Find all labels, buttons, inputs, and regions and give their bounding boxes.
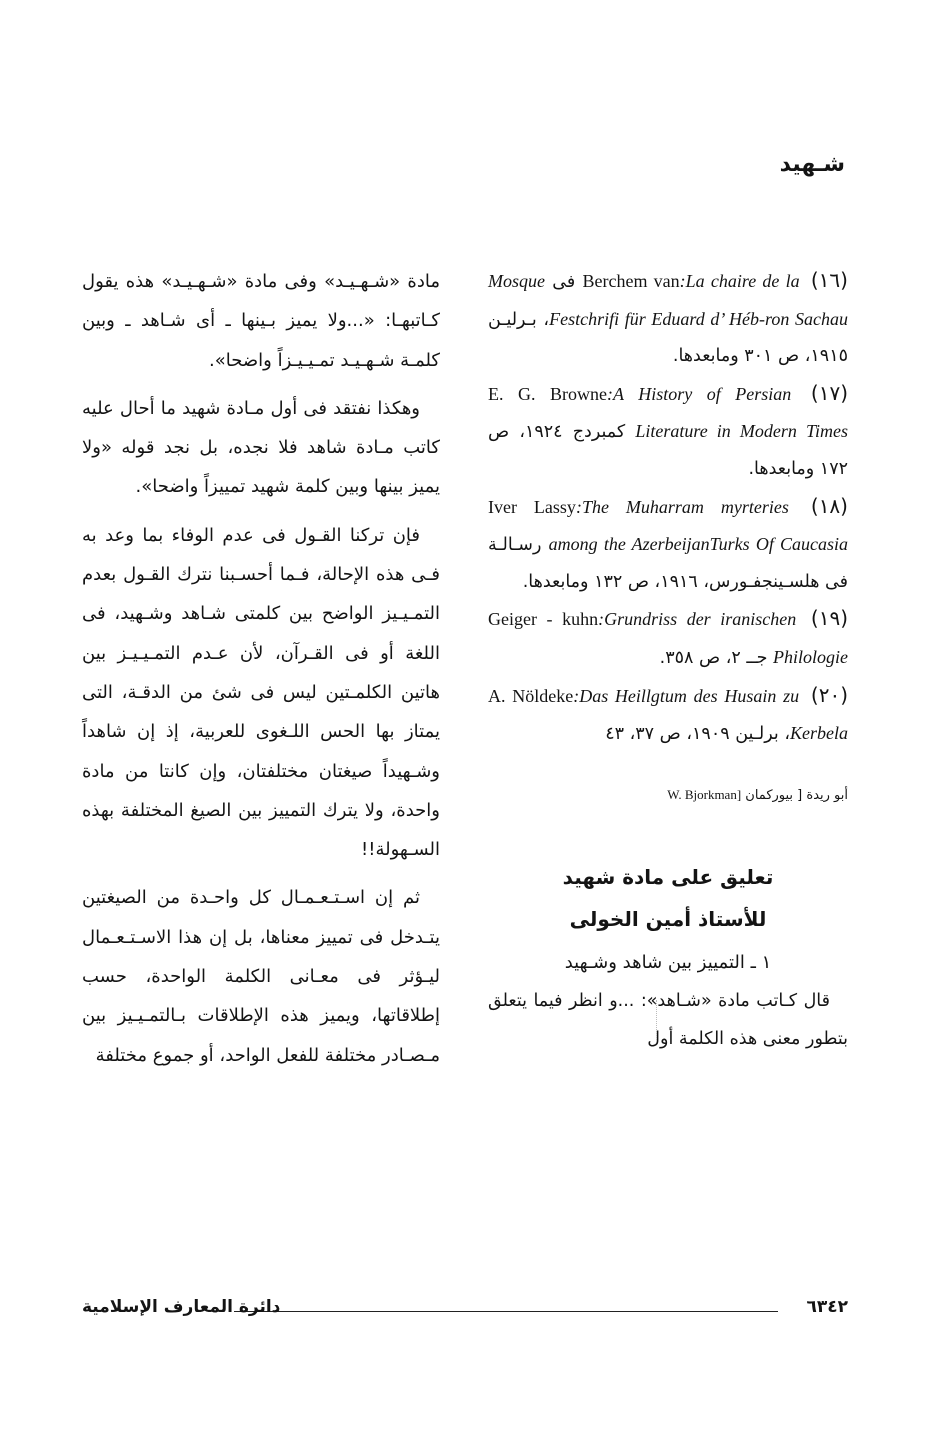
- reference-text-latin: E. G. Browne:A History of Persian Literature in Modern Times: [488, 383, 848, 442]
- page-header-title: شـهيد: [779, 152, 845, 177]
- footer-rule: [234, 1311, 778, 1312]
- body-paragraph: مادة «شـهـيـد» وفى مادة «شـهـيـد» هذه يقول كـاتبهـا: «...ولا يميز بـينها ـ أى شـاهد ـ وبين كلمـة شـهـيـد تمـيـيـزاً واضحا».: [82, 271, 440, 371]
- reference-text-latin: Geiger - kuhn:Grundriss der iranischen Philologie: [488, 609, 848, 667]
- reference-19: [488, 600, 848, 676]
- reference-18: [488, 488, 848, 601]
- footer-publication-title: دائرة المعارف الإسلامية: [82, 1297, 281, 1317]
- body-paragraph: وهكذا نفتقد فى أول مـادة شهيد ما أحال عليه كاتب مـادة شاهد فلا نجده، بل نجد قوله «ولا يميز بينها وبين كلمة شهيد تمييزاً واضحا».: [82, 397, 440, 498]
- reference-text-latin-2: Mosque Festchrifi für Eduard d’ Héb-ron Sachau: [488, 271, 848, 329]
- reference-16: [488, 262, 848, 375]
- comment-author: للأستاذ أمين الخولى: [569, 907, 767, 932]
- reference-20: [488, 677, 848, 753]
- body-column: [82, 262, 440, 1084]
- reference-number: (١٦): [810, 268, 848, 292]
- reference-publication: ، برلـين ١٩٠٩، ص ٣٧، ٤٣: [605, 724, 790, 745]
- reference-number: (٢٠): [810, 682, 848, 707]
- comment-title: تعليق على مادة شهيد: [562, 865, 774, 890]
- reference-text-latin: A. Nöldeke:Das Heillgtum des Husain zu Kerbela: [488, 685, 848, 744]
- reference-17: [488, 375, 848, 488]
- page-footer: [82, 1297, 848, 1327]
- reference-text-latin: Iver Lassy:The Muharram myrteries among the AzerbeijanTurks Of Caucasia: [488, 496, 848, 555]
- section-heading: ١ ـ التمييز بين شاهد وشـهيد: [564, 952, 772, 974]
- scan-artifact-divider: [656, 1000, 658, 1040]
- references-column: [488, 262, 848, 1058]
- reference-publication: ، بـرليـن ١٩١٥، ص ٣٠١ ومابعدها.: [488, 309, 848, 367]
- reference-publication: جــ ٢، ص ٣٥٨.: [659, 647, 773, 668]
- author-arabic: أبو ريدة [ بيوركمان: [745, 787, 848, 803]
- article-author: [488, 777, 848, 815]
- reference-number: (١٧): [810, 380, 848, 405]
- reference-text-arabic: فى: [552, 272, 576, 292]
- body-paragraph: فإن تركنا القـول فى عدم الوفاء بما وعد به فـى هذه الإحالة، فـما أحسـبنا نترك القـول بعدم التمـيـيز الواضح بين كلمتى شـاهد وشـهيد، فى اللغة أو فى القـرآن، لأن عـدم التمـيـيـز بين هاتين الكلمـتين ليس فى شئ من الدقـة، التى يمتاز بها الحس اللـغوى للعربية، إذ إن شاهداً وشـهيداً صيغتان مختلفتان، وإن كانتا من مادة واحدة، ولا يترك التمييز بين الصيغ المختلفة بهذه السـهولة!!: [82, 524, 440, 861]
- reference-publication: كمبردج ١٩٢٤، ص ١٧٢ ومابعدها.: [488, 422, 848, 479]
- author-latin: W. Bjorkman]: [667, 786, 742, 802]
- comment-opening-paragraph: قال كـاتب مادة «شـاهد»: ...و انظر فيما يتعلق بتطور معنى هذه الكلمة أول: [488, 991, 848, 1050]
- page-number: ٦٣٤٢: [806, 1297, 848, 1317]
- body-paragraph: ثم إن اسـتـعـمـال كل واحـدة من الصيغتين يتـدخل فى تمييز معناها، بل إن هذا الاسـتـعـمال ليـؤثر فى معـانى الكلمة الواحدة، حسب إطلاقاتها، ويميز هذه الإطلاقات بـالتمـيـيز بين مـصـادر مختلفة للفعل الواحد، أو جموع مختلفة: [82, 887, 440, 1066]
- reference-publication: رسـالـة فى هلسـينجفـورس، ١٩١٦، ص ١٣٢ ومابعدها.: [488, 535, 848, 592]
- reference-text-latin: Berchem van:La chaire de la: [582, 271, 800, 291]
- reference-number: (١٩): [810, 606, 848, 631]
- reference-number: (١٨): [810, 493, 848, 518]
